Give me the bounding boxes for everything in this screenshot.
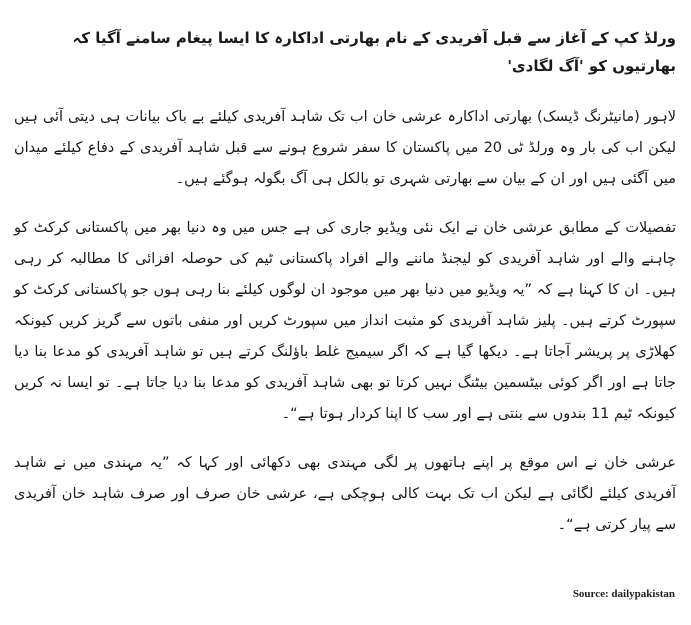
article-paragraph-1: لاہور (مانیٹرنگ ڈیسک) بھارتی اداکارہ عرشی خان اب تک شاہد آفریدی کیلئے بے باک بیانات ہی دیتی آئی ہیں لیکن اب کی بار وہ ورلڈ ٹی 20 میں پاکستان کا سفر شروع ہونے سے قبل شاہد آفریدی کے دفاع کیلئے میدان میں آگئی ہیں اور ان کے بیان سے بھارتی شہری تو بالکل ہی آگ بگولہ ہوگئے ہیں۔ <box>14 109 676 187</box>
article-paragraph-2: تفصیلات کے مطابق عرشی خان نے ایک نئی ویڈیو جاری کی ہے جس میں وہ دنیا بھر میں پاکستانی کرکٹ کو چاہنے والے اور شاہد آفریدی کو لیجنڈ ماننے والے افراد پاکستانی ٹیم کی حوصلہ افزائی کا مطالبہ کر رہی ہیں۔ ان کا کہنا ہے کہ ”یہ ویڈیو میں دنیا بھر میں موجود ان لوگوں کیلئے بنا رہی ہوں جو پاکستانی کرکٹ کو سپورٹ کرتے ہیں۔ پلیز شاہد آفریدی کو مثبت انداز میں سپورٹ کریں اور منفی باتوں سے گریز کریں کیونکہ کھلاڑی پر پریشر آجاتا ہے۔ دیکھا گیا ہے کہ اگر سیمیج غلط باﺅلنگ کرتے ہیں تو شاہد آفریدی کو مدعا بنا دیا جاتا ہے اور اگر کوئی بیٹسمین بیٹنگ نہیں کرتا تو بھی شاہد آفریدی کو مدعا بنا دیا جاتا ہے۔ تو ایسا نہ کریں کیونکہ ٹیم 11 بندوں سے بنتی ہے اور سب کا اپنا کردار ہوتا ہے“۔ <box>14 220 676 422</box>
article-paragraph-3: عرشی خان نے اس موقع پر اپنے ہاتھوں پر لگی مہندی بھی دکھائی اور کہا کہ ”یہ مہندی میں نے شاہد آفریدی کیلئے لگائی ہے لیکن اب تک بہت کالی ہوچکی ہے، عرشی خان صرف اور صرف شاہد خان آفریدی سے پیار کرتی ہے“۔ <box>14 455 676 533</box>
article-headline: ورلڈ کپ کے آغاز سے قبل آفریدی کے نام بھارتی اداکارہ کا ایسا پیغام سامنے آگیا کہ بھارتیوں کو 'آگ لگادی' <box>72 29 676 75</box>
article-body <box>14 24 676 559</box>
source-credit: Source: dailypakistan <box>572 588 675 600</box>
